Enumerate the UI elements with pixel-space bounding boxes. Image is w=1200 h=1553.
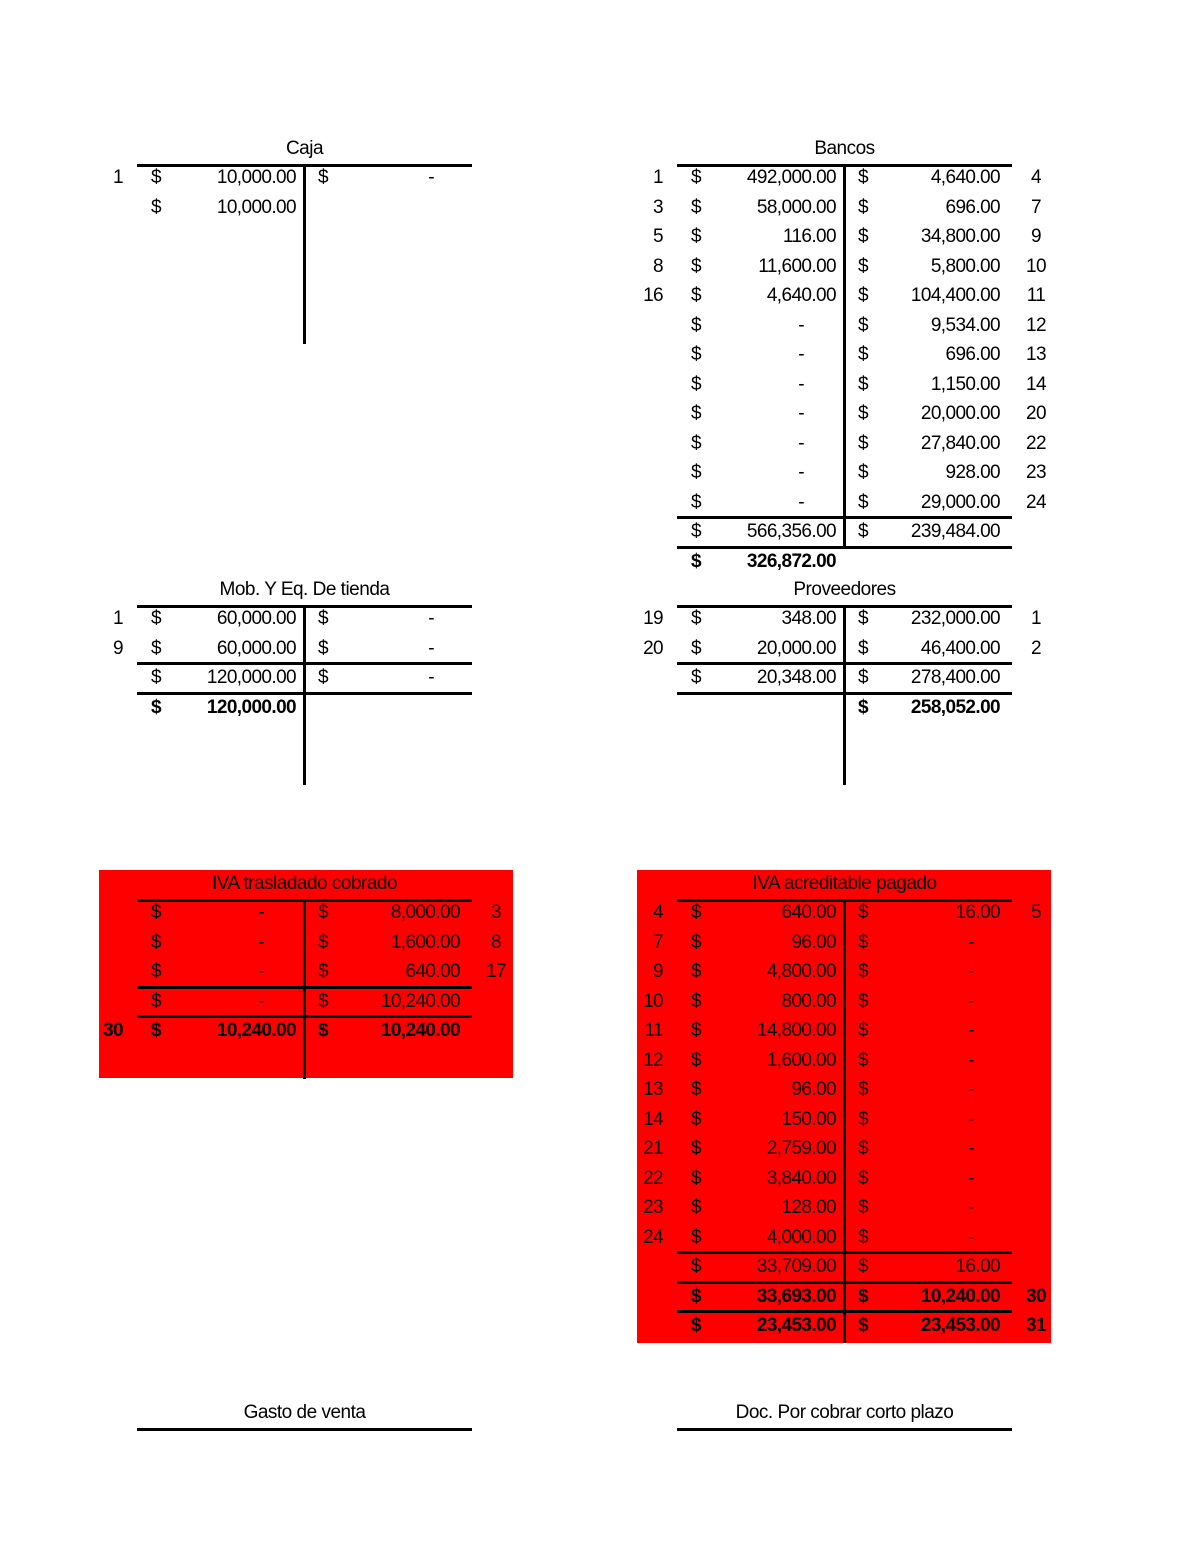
debit-currency-sign: $ — [691, 255, 701, 277]
debit-amount: - — [798, 403, 804, 424]
debit-amount: 11,600.00 — [758, 255, 836, 277]
credit-amount: 278,400.00 — [910, 667, 1000, 688]
debit-currency-sign: $ — [691, 1167, 701, 1189]
credit-currency-sign: $ — [318, 1020, 328, 1041]
debit-amount: 120,000.00 — [206, 696, 296, 718]
credit-amount: 239,484.00 — [910, 521, 1000, 542]
debit-amount: 96.00 — [791, 931, 836, 953]
debit-currency-sign: $ — [691, 521, 701, 542]
ledger-row — [103, 1017, 472, 1047]
debit-amount: - — [798, 373, 804, 395]
ledger-row — [653, 223, 1041, 253]
credit-amount: - — [428, 167, 434, 188]
entry-number-left: 19 — [643, 608, 663, 629]
total-separator-line — [137, 662, 472, 665]
credit-amount: 5,800.00 — [930, 255, 1000, 277]
debit-currency-sign: $ — [151, 1020, 161, 1041]
credit-amount: - — [968, 1197, 974, 1218]
ledger-row — [137, 899, 501, 929]
credit-currency-sign: $ — [318, 931, 328, 953]
credit-amount: 29,000.00 — [920, 491, 1000, 513]
account-title: Gasto de venta — [243, 1402, 366, 1423]
debit-amount: 60,000.00 — [216, 608, 296, 629]
credit-currency-sign: $ — [858, 462, 868, 483]
credit-currency-sign: $ — [858, 285, 868, 306]
credit-currency-sign: $ — [858, 373, 868, 395]
debit-amount: - — [798, 314, 804, 336]
entry-number-right: 12 — [1026, 314, 1046, 336]
entry-number-left: 1 — [653, 167, 663, 188]
credit-amount: 1,150.00 — [930, 373, 1000, 395]
account-title: Caja — [285, 138, 324, 159]
credit-currency-sign: $ — [858, 990, 868, 1012]
entry-number-left: 16 — [643, 285, 663, 306]
ledger-row — [677, 489, 1046, 519]
credit-currency-sign: $ — [318, 667, 328, 688]
credit-amount: - — [428, 637, 434, 659]
credit-currency-sign: $ — [318, 990, 328, 1012]
account-title: IVA acreditable pagado — [752, 873, 937, 894]
entry-number-right: 8 — [491, 931, 501, 953]
credit-amount: 104,400.00 — [910, 285, 1000, 306]
account-title: Proveedores — [793, 579, 896, 600]
debit-currency-sign: $ — [691, 1138, 701, 1159]
debit-amount: 150.00 — [781, 1108, 836, 1130]
entry-number-left: 21 — [643, 1138, 663, 1159]
credit-amount: 20,000.00 — [920, 403, 1000, 424]
debit-currency-sign: $ — [151, 961, 161, 982]
credit-amount: - — [968, 961, 974, 982]
debit-currency-sign: $ — [691, 196, 701, 218]
debit-currency-sign: $ — [691, 550, 701, 572]
credit-amount: 27,840.00 — [920, 432, 1000, 454]
debit-amount: - — [798, 344, 804, 365]
credit-currency-sign: $ — [858, 931, 868, 953]
ledger-row — [677, 1312, 1046, 1342]
ledger-row — [677, 430, 1046, 460]
debit-amount: - — [258, 990, 264, 1012]
entry-number-left: 24 — [643, 1226, 663, 1248]
ledger-row — [653, 958, 1012, 988]
credit-currency-sign: $ — [318, 608, 328, 629]
credit-currency-sign: $ — [858, 1138, 868, 1159]
credit-amount: - — [968, 1167, 974, 1189]
credit-currency-sign: $ — [858, 1049, 868, 1071]
ledger-row — [677, 341, 1046, 371]
ledger-row — [677, 312, 1046, 342]
entry-number-right: 24 — [1026, 491, 1046, 513]
credit-amount: - — [968, 1226, 974, 1248]
entry-number-right: 10 — [1026, 255, 1046, 277]
debit-currency-sign: $ — [691, 462, 701, 483]
credit-currency-sign: $ — [318, 961, 328, 982]
ledger-row — [643, 1076, 1012, 1106]
credit-amount: - — [428, 608, 434, 629]
entry-number-left: 12 — [643, 1049, 663, 1071]
credit-currency-sign: $ — [858, 1108, 868, 1130]
ledger-row — [643, 1047, 1012, 1077]
entry-number-right: 11 — [1026, 285, 1046, 306]
ledger-row — [137, 988, 472, 1018]
debit-amount: - — [258, 902, 264, 923]
credit-amount: - — [968, 1108, 974, 1130]
ledger-row — [677, 459, 1046, 489]
ledger-row — [653, 929, 1012, 959]
ledger-row — [643, 1224, 1012, 1254]
credit-amount: 4,640.00 — [930, 167, 1000, 188]
debit-currency-sign: $ — [691, 1256, 701, 1277]
credit-amount: 10,240.00 — [380, 990, 460, 1012]
credit-currency-sign: $ — [858, 1226, 868, 1248]
ledger-row — [643, 605, 1041, 635]
ledger-row — [643, 1194, 1012, 1224]
debit-currency-sign: $ — [151, 931, 161, 953]
credit-currency-sign: $ — [318, 637, 328, 659]
credit-amount: - — [968, 931, 974, 953]
debit-currency-sign: $ — [691, 1285, 701, 1307]
debit-currency-sign: $ — [691, 1108, 701, 1130]
debit-currency-sign: $ — [691, 344, 701, 365]
credit-currency-sign: $ — [858, 1020, 868, 1041]
ledger-row — [677, 664, 1012, 694]
credit-amount: - — [968, 1020, 974, 1041]
credit-amount: 696.00 — [945, 196, 1000, 218]
entry-number-left: 1 — [113, 167, 123, 188]
credit-amount: 34,800.00 — [920, 226, 1000, 247]
debit-amount: 348.00 — [781, 608, 836, 629]
debit-currency-sign: $ — [151, 637, 161, 659]
ledger-row — [643, 1106, 1012, 1136]
total-separator-line — [677, 1281, 1012, 1284]
ledger-row — [643, 988, 1012, 1018]
ledger-row — [653, 253, 1046, 283]
debit-amount: - — [258, 961, 264, 982]
ledger-row — [643, 1135, 1012, 1165]
ledger-row — [643, 635, 1041, 665]
ledger-row — [137, 194, 472, 224]
credit-amount: 10,240.00 — [920, 1285, 1000, 1307]
credit-amount: - — [428, 667, 434, 688]
t-account-top-line — [677, 1428, 1012, 1431]
debit-amount: 326,872.00 — [746, 550, 836, 572]
credit-amount: - — [968, 1049, 974, 1071]
t-account-top-line — [137, 1428, 472, 1431]
debit-currency-sign: $ — [691, 990, 701, 1012]
credit-currency-sign: $ — [318, 902, 328, 923]
credit-currency-sign: $ — [858, 491, 868, 513]
debit-amount: - — [798, 462, 804, 483]
ledger-row — [677, 400, 1046, 430]
debit-currency-sign: $ — [691, 961, 701, 982]
debit-amount: 566,356.00 — [746, 521, 836, 542]
entry-number-right: 3 — [491, 902, 501, 923]
credit-currency-sign: $ — [318, 167, 328, 188]
credit-currency-sign: $ — [858, 403, 868, 424]
ledger-row — [113, 635, 472, 665]
debit-currency-sign: $ — [151, 608, 161, 629]
entry-number-left: 7 — [653, 931, 663, 953]
debit-amount: 23,453.00 — [756, 1315, 836, 1336]
entry-number-left: 9 — [113, 637, 123, 659]
debit-currency-sign: $ — [691, 931, 701, 953]
credit-amount: 232,000.00 — [910, 608, 1000, 629]
entry-number-left: 3 — [653, 196, 663, 218]
total-separator-line — [137, 1015, 472, 1018]
ledger-row — [113, 605, 472, 635]
debit-amount: 1,600.00 — [766, 1049, 836, 1071]
debit-currency-sign: $ — [691, 314, 701, 336]
debit-amount: 96.00 — [791, 1079, 836, 1100]
credit-currency-sign: $ — [858, 196, 868, 218]
credit-currency-sign: $ — [858, 255, 868, 277]
ledger-row — [677, 518, 1012, 548]
ledger-row — [677, 371, 1046, 401]
credit-amount: 46,400.00 — [920, 637, 1000, 659]
account-title: Bancos — [814, 138, 875, 159]
credit-currency-sign: $ — [858, 667, 868, 688]
credit-amount: 258,052.00 — [910, 696, 1000, 718]
ledger-row — [653, 194, 1041, 224]
debit-amount: 116.00 — [782, 226, 836, 247]
ledger-row — [137, 694, 472, 724]
debit-currency-sign: $ — [151, 990, 161, 1012]
credit-amount: 640.00 — [405, 961, 460, 982]
ledger-row — [137, 664, 472, 694]
total-separator-line — [677, 546, 1012, 549]
total-separator-line — [677, 1251, 1012, 1254]
debit-currency-sign: $ — [151, 196, 161, 218]
entry-number-right: 9 — [1031, 226, 1041, 247]
entry-number-left: 13 — [643, 1079, 663, 1100]
debit-currency-sign: $ — [691, 1020, 701, 1041]
entry-number-right: 23 — [1026, 462, 1046, 483]
credit-amount: 23,453.00 — [920, 1315, 1000, 1336]
debit-currency-sign: $ — [691, 667, 701, 688]
credit-amount: 696.00 — [945, 344, 1000, 365]
credit-amount: - — [968, 990, 974, 1012]
debit-currency-sign: $ — [691, 1079, 701, 1100]
debit-amount: 33,693.00 — [756, 1285, 836, 1307]
debit-currency-sign: $ — [691, 403, 701, 424]
total-separator-line — [677, 1310, 1012, 1313]
debit-amount: - — [798, 491, 804, 513]
credit-amount: - — [968, 1138, 974, 1159]
credit-currency-sign: $ — [858, 902, 868, 923]
debit-amount: 128.00 — [781, 1197, 836, 1218]
debit-currency-sign: $ — [691, 637, 701, 659]
ledger-row — [677, 1283, 1046, 1313]
debit-currency-sign: $ — [691, 1197, 701, 1218]
credit-currency-sign: $ — [858, 637, 868, 659]
credit-currency-sign: $ — [858, 167, 868, 188]
entry-number-right: 13 — [1026, 344, 1046, 365]
entry-number-right: 4 — [1031, 167, 1041, 188]
entry-number-left: 9 — [653, 961, 663, 982]
ledger-row — [137, 958, 506, 988]
entry-number-right: 22 — [1026, 432, 1046, 454]
debit-amount: 4,640.00 — [766, 285, 836, 306]
entry-number-left: 30 — [103, 1020, 123, 1041]
debit-currency-sign: $ — [691, 1315, 701, 1336]
debit-currency-sign: $ — [691, 226, 701, 247]
entry-number-left: 8 — [653, 255, 663, 277]
credit-amount: 928.00 — [945, 462, 1000, 483]
entry-number-right: 7 — [1031, 196, 1041, 218]
debit-amount: 120,000.00 — [206, 667, 296, 688]
debit-currency-sign: $ — [151, 667, 161, 688]
debit-amount: 10,000.00 — [216, 196, 296, 218]
debit-amount: 14,800.00 — [756, 1020, 836, 1041]
credit-currency-sign: $ — [858, 1167, 868, 1189]
credit-amount: 9,534.00 — [930, 314, 1000, 336]
debit-amount: 3,840.00 — [766, 1167, 836, 1189]
credit-currency-sign: $ — [858, 608, 868, 629]
debit-amount: 4,800.00 — [766, 961, 836, 982]
debit-amount: 60,000.00 — [216, 637, 296, 659]
total-separator-line — [137, 692, 472, 695]
account-title: Mob. Y Eq. De tienda — [219, 579, 390, 600]
ledger-row — [653, 899, 1041, 929]
debit-amount: 492,000.00 — [746, 167, 836, 188]
total-separator-line — [137, 986, 472, 989]
credit-currency-sign: $ — [858, 696, 868, 718]
entry-number-right: 31 — [1026, 1315, 1046, 1336]
debit-currency-sign: $ — [151, 167, 161, 188]
entry-number-right: 14 — [1026, 373, 1046, 395]
credit-amount: 16.00 — [955, 1256, 1000, 1277]
debit-amount: 20,348.00 — [756, 667, 836, 688]
ledger-row — [643, 282, 1046, 312]
debit-amount: 33,709.00 — [756, 1256, 836, 1277]
entry-number-left: 1 — [113, 608, 123, 629]
debit-amount: 10,240.00 — [216, 1020, 296, 1041]
ledger-row — [677, 548, 1012, 578]
credit-currency-sign: $ — [858, 1197, 868, 1218]
entry-number-right: 17 — [486, 961, 506, 982]
debit-currency-sign: $ — [691, 608, 701, 629]
debit-currency-sign: $ — [691, 1049, 701, 1071]
debit-currency-sign: $ — [691, 373, 701, 395]
debit-amount: 640.00 — [781, 902, 836, 923]
credit-currency-sign: $ — [858, 521, 868, 542]
credit-currency-sign: $ — [858, 1315, 868, 1336]
account-title: IVA trasladado cobrado — [211, 873, 398, 894]
credit-currency-sign: $ — [858, 1256, 868, 1277]
debit-currency-sign: $ — [151, 902, 161, 923]
debit-amount: 10,000.00 — [216, 167, 296, 188]
entry-number-left: 14 — [643, 1108, 663, 1130]
credit-currency-sign: $ — [858, 226, 868, 247]
debit-amount: 20,000.00 — [756, 637, 836, 659]
credit-amount: 10,240.00 — [380, 1020, 460, 1041]
debit-currency-sign: $ — [691, 432, 701, 454]
entry-number-left: 20 — [643, 637, 663, 659]
credit-currency-sign: $ — [858, 1079, 868, 1100]
debit-currency-sign: $ — [691, 285, 701, 306]
entry-number-left: 4 — [653, 902, 663, 923]
entry-number-right: 5 — [1031, 902, 1041, 923]
total-separator-line — [677, 516, 1012, 519]
credit-currency-sign: $ — [858, 961, 868, 982]
entry-number-right: 30 — [1026, 1285, 1046, 1307]
entry-number-right: 1 — [1031, 608, 1041, 629]
debit-currency-sign: $ — [691, 902, 701, 923]
ledger-row — [644, 1017, 1012, 1047]
debit-amount: 2,759.00 — [766, 1138, 836, 1159]
credit-amount: 8,000.00 — [390, 902, 460, 923]
credit-amount: - — [968, 1079, 974, 1100]
total-separator-line — [677, 662, 1012, 665]
entry-number-left: 22 — [643, 1167, 663, 1189]
entry-number-right: 2 — [1031, 637, 1041, 659]
credit-currency-sign: $ — [858, 1285, 868, 1307]
ledger-row — [653, 164, 1041, 194]
ledger-row — [677, 694, 1012, 724]
ledger-row — [113, 164, 472, 194]
debit-currency-sign: $ — [691, 491, 701, 513]
debit-currency-sign: $ — [691, 1226, 701, 1248]
credit-amount: 16.00 — [955, 902, 1000, 923]
credit-currency-sign: $ — [858, 344, 868, 365]
account-title: Doc. Por cobrar corto plazo — [735, 1402, 954, 1423]
debit-amount: 58,000.00 — [756, 196, 836, 218]
entry-number-left: 23 — [643, 1197, 663, 1218]
debit-amount: 800.00 — [781, 990, 836, 1012]
debit-amount: - — [258, 931, 264, 953]
debit-currency-sign: $ — [151, 696, 161, 718]
credit-amount: 1,600.00 — [390, 931, 460, 953]
ledger-row — [677, 1253, 1012, 1283]
credit-currency-sign: $ — [858, 314, 868, 336]
entry-number-left: 5 — [653, 226, 663, 247]
ledger-row — [643, 1165, 1012, 1195]
credit-currency-sign: $ — [858, 432, 868, 454]
entry-number-left: 10 — [643, 990, 663, 1012]
ledger-row — [137, 929, 501, 959]
debit-amount: 4,000.00 — [766, 1226, 836, 1248]
debit-amount: - — [798, 432, 804, 454]
entry-number-right: 20 — [1026, 403, 1046, 424]
entry-number-left: 11 — [644, 1020, 663, 1041]
total-separator-line — [677, 692, 1012, 695]
debit-currency-sign: $ — [691, 167, 701, 188]
